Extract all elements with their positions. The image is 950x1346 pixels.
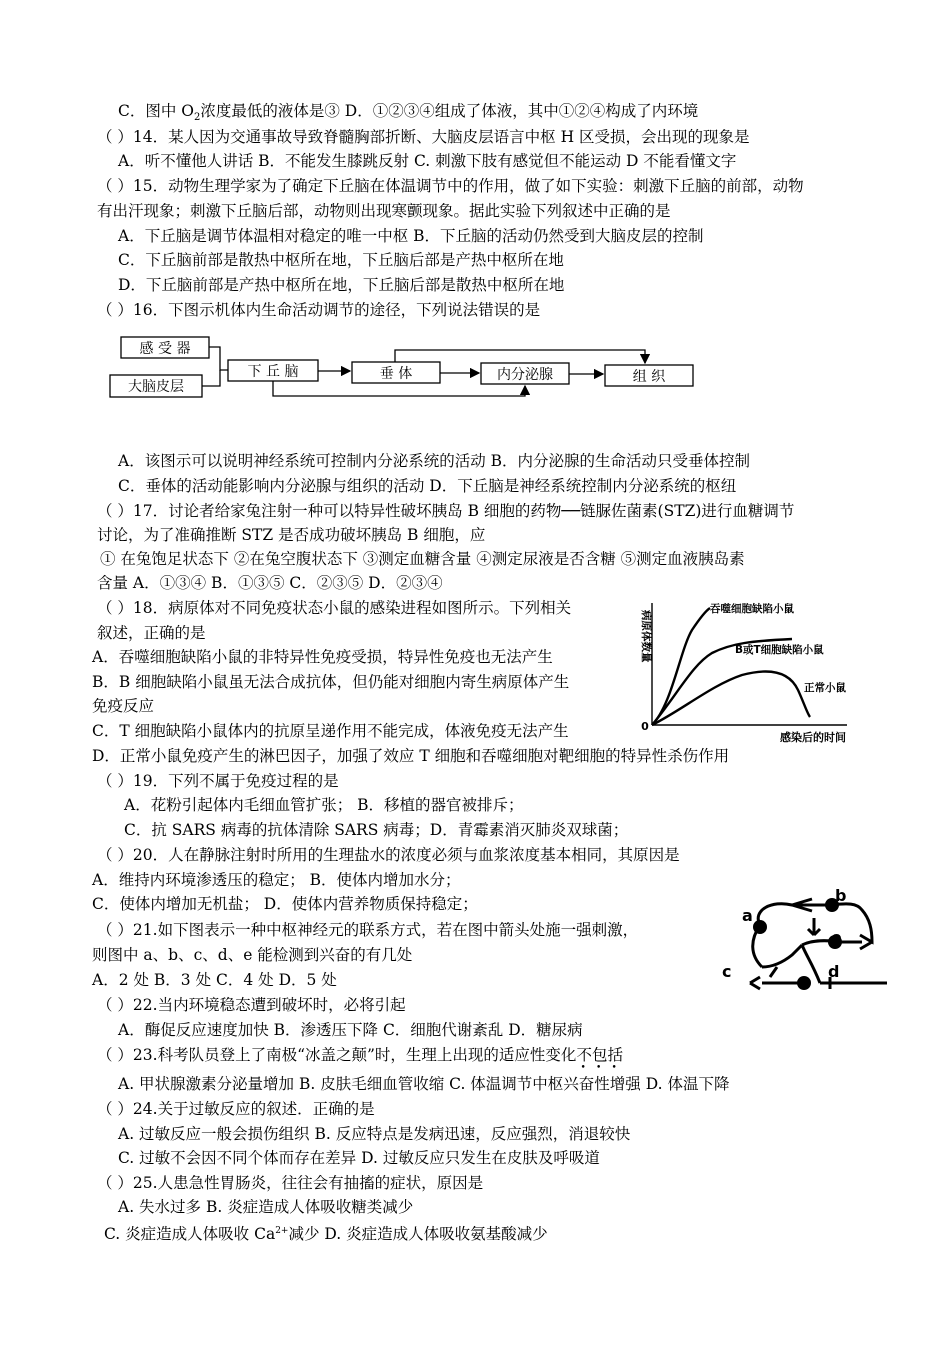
q20-option-cd: C．使体内增加无机盐； D．使体内营养物质保持稳定； xyxy=(92,895,478,913)
q25-option-cd: C. 炎症造成人体吸收 $Ca^{2+}$减少 D. 炎症造成人体吸收氨基酸减少 xyxy=(104,1225,548,1244)
q19-stem: （ ）19．下列不属于免疫过程的是 xyxy=(97,772,339,790)
diagram-receptor: 感 受 器 xyxy=(139,341,191,357)
q15-stem-2: 有出汗现象；刺激下丘脑后部，动物则出现寒颤现象。据此实验下列叙述中正确的是 xyxy=(97,202,671,220)
q15-option-c: C．下丘脑前部是散热中枢所在地，下丘脑后部是产热中枢所在地 xyxy=(118,251,564,269)
graph-x-axis-label: 感染后的时间 xyxy=(780,731,846,744)
q23-options: A. 甲状腺激素分泌量增加 B. 皮肤毛细血管收缩 C. 体温调节中枢兴奋性增强 D. 体温下降 xyxy=(118,1075,730,1093)
q18-option-c: C．T 细胞缺陷小鼠体内的抗原呈递作用不能完成，体液免疫无法产生 xyxy=(92,722,569,740)
neuron-label-a: a xyxy=(742,906,753,925)
q16-option-cd: C．垂体的活动能影响内分泌腺与组织的活动 D．下丘脑是神经系统控制内分泌系统的枢纽 xyxy=(118,477,737,495)
graph-curve-bt: B或T细胞缺陷小鼠 xyxy=(735,644,824,656)
q16-option-ab: A．该图示可以说明神经系统可控制内分泌系统的活动 B．内分泌腺的生命活动只受垂体控制 xyxy=(118,452,751,470)
q21-stem-2: 则图中 a、b、c、d、e 能检测到兴奋的有几处 xyxy=(92,946,413,964)
q18-option-d: D．正常小鼠免疫产生的淋巴因子，加强了效应 T 细胞和吞噬细胞对靶细胞的特异性杀伤作用 xyxy=(92,747,730,765)
diagram-hypothalamus: 下 丘 脑 xyxy=(247,364,299,380)
q17-stem-1: （ ）17．讨论者给家兔注射一种可以特异性破坏胰岛 B 细胞的药物──链脲佐菌素(STZ)进行血糖调节 xyxy=(97,502,795,520)
diagram-pituitary: 垂 体 xyxy=(379,366,413,382)
q16-regulation-diagram xyxy=(105,330,705,405)
q18-option-b-1: B．B 细胞缺陷小鼠虽无法合成抗体，但仍能对细胞内寄生病原体产生 xyxy=(92,673,570,691)
q15-stem-1: （ ）15．动物生理学家为了确定下丘脑在体温调节中的作用，做了如下实验：刺激下丘脑的前部，动物 xyxy=(97,177,804,195)
neuron-label-b: b xyxy=(835,886,847,905)
q22-options: A．酶促反应速度加快 B．渗透压下降 C．细胞代谢紊乱 D．糖尿病 xyxy=(118,1021,583,1039)
q25-option-ab: A. 失水过多 B. 炎症造成人体吸收糖类减少 xyxy=(118,1198,414,1216)
diagram-tissue: 组 织 xyxy=(632,369,666,385)
graph-curve-normal: 正常小鼠 xyxy=(804,682,846,694)
q20-stem: （ ）20．人在静脉注射时所用的生理盐水的浓度必须与血浆浓度基本相同，其原因是 xyxy=(97,846,680,864)
neuron-label-e: e xyxy=(831,928,842,947)
q17-stem-2: 讨论，为了准确推断 STZ 是否成功破坏胰岛 B 细胞，应 xyxy=(97,526,486,544)
q21-stem-1: （ ）21.如下图表示一种中枢神经元的联系方式，若在图中箭头处施一强刺激， xyxy=(97,921,639,939)
q25-stem: （ ）25.人患急性胃肠炎，往往会有抽搐的症状，原因是 xyxy=(97,1174,484,1192)
q14-options: A．听不懂他人讲话 B．不能发生膝跳反射 C. 刺激下肢有感觉但不能运动 D 不能看懂文字 xyxy=(118,152,737,170)
diagram-endocrine: 内分泌腺 xyxy=(497,367,553,383)
q16-stem: （ ）16．下图示机体内生命活动调节的途径，下列说法错误的是 xyxy=(97,301,541,319)
q15-option-ab: A．下丘脑是调节体温相对稳定的唯一中枢 B．下丘脑的活动仍然受到大脑皮层的控制 xyxy=(118,227,704,245)
graph-y-axis-label: 病原体数量 xyxy=(640,610,652,663)
graph-origin: 0 xyxy=(641,720,649,733)
q19-option-ab: A．花粉引起体内毛细血管扩张； B．移植的器官被排斥； xyxy=(124,796,524,814)
q13-option-cd: C．图中 $O_2$浓度最低的液体是③ D．①②③④组成了体液，其中①②④构成了内环境 xyxy=(118,102,699,124)
q20-option-ab: A．维持内环境渗透压的稳定； B．使体内增加水分； xyxy=(92,871,461,889)
q18-stem-1: （ ）18．病原体对不同免疫状态小鼠的感染进程如图所示。下列相关 xyxy=(97,599,572,617)
q24-stem: （ ）24.关于过敏反应的叙述．正确的是 xyxy=(97,1100,375,1118)
neuron-label-d: d xyxy=(828,962,840,981)
q24-option-cd: C. 过敏不会因不同个体而存在差异 D. 过敏反应只发生在皮肤及呼吸道 xyxy=(118,1149,600,1167)
q21-options: A．2 处 B．3 处 C．4 处 D．5 处 xyxy=(92,971,337,989)
q21-neuron-diagram xyxy=(722,885,892,995)
q18-option-b-2: 免疫反应 xyxy=(92,697,155,715)
q23-stem: （ ）23.科考队员登上了南极“冰盖之颠”时，生理上出现的适应性变化不包括 xyxy=(97,1046,623,1064)
diagram-cortex: 大脑皮层 xyxy=(128,379,184,395)
q19-option-cd: C．抗 SARS 病毒的抗体清除 SARS 病毒；D．青霉素消灭肺炎双球菌； xyxy=(124,821,629,839)
q18-infection-graph xyxy=(632,595,872,747)
q22-stem: （ ）22.当内环境稳态遭到破坏时，必将引起 xyxy=(97,996,406,1014)
q17-stem-3: ① 在兔饱足状态下 ②在兔空腹状态下 ③测定血糖含量 ④测定尿液是否含糖 ⑤测定血液胰岛素 xyxy=(100,550,745,568)
q18-option-a: A．吞噬细胞缺陷小鼠的非特异性免疫受损，特异性免疫也无法产生 xyxy=(92,648,553,666)
neuron-label-c: c xyxy=(722,962,732,981)
q15-option-d: D．下丘脑前部是产热中枢所在地，下丘脑后部是散热中枢所在地 xyxy=(118,276,565,294)
graph-curve-phagocyte: 吞噬细胞缺陷小鼠 xyxy=(710,603,794,615)
q24-option-ab: A. 过敏反应一般会损伤组织 B. 反应特点是发病迅速，反应强烈，消退较快 xyxy=(118,1125,631,1143)
q18-stem-2: 叙述，正确的是 xyxy=(97,624,206,642)
q14-stem: （ ）14．某人因为交通事故导致脊髓胸部折断、大脑皮层语言中枢 H 区受损，会出现的现象是 xyxy=(97,128,750,146)
q17-options: 含量 A．①③④ B．①③⑤ C．②③⑤ D．②③④ xyxy=(97,574,443,592)
